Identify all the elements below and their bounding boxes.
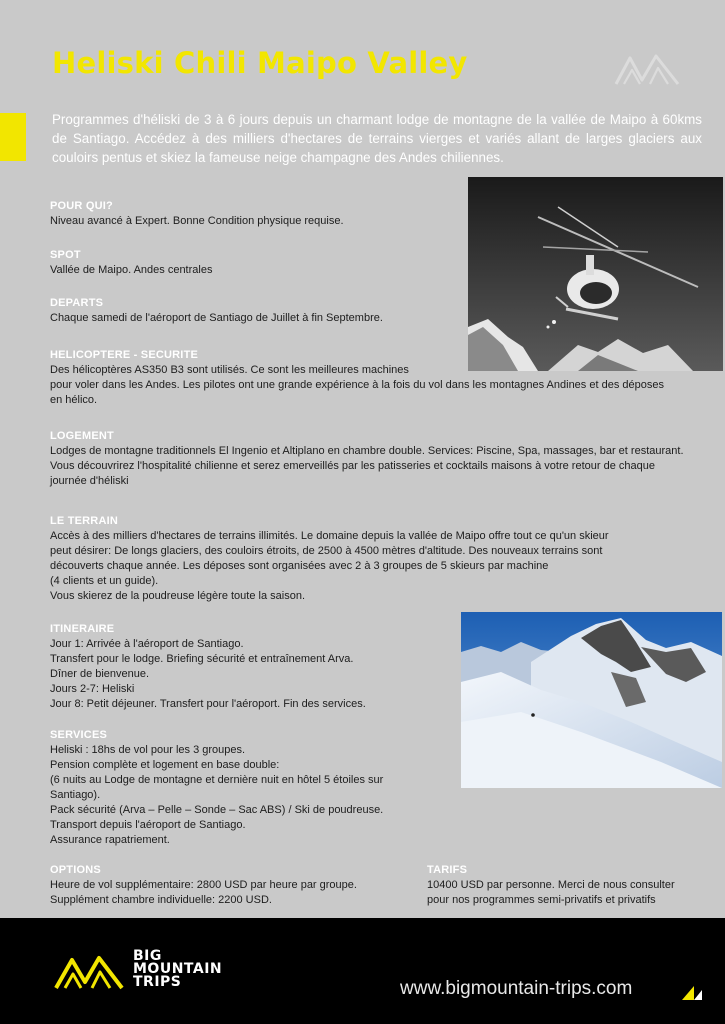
intro-paragraph: Programmes d'héliski de 3 à 6 jours depuis un charmant lodge de montagne de la vallée de Maipo à 60kms de Santiago. Accédez à des milliers d'hectares de terrains vierges et variés allant de larges glaciers aux couloirs pentus et skiez la fameuse neige champagne des Andes chiliennes. [52,112,702,165]
section-title: POUR QUI? [50,200,113,212]
section-services [50,729,450,848]
section-options [50,864,410,908]
section-logement [50,430,715,489]
helicopter-photo [468,177,723,371]
section-body: 10400 USD par personne. Merci de nous consulter pour nos programmes semi-privatifs et privatifs [427,879,675,906]
section-title: HELICOPTERE - SECURITE [50,349,199,361]
yellow-accent-tab [0,113,26,161]
section-pour-qui [50,200,344,229]
section-helicoptere [50,349,710,408]
brand-line: BIG [133,948,162,964]
section-title: TARIFS [427,864,468,876]
section-title: DEPARTS [50,297,104,309]
section-body: Niveau avancé à Expert. Bonne Condition physique requise. [50,215,344,227]
section-departs [50,297,383,326]
section-tarifs [427,864,717,908]
section-title: SPOT [50,249,81,261]
section-body: Des hélicoptères AS350 B3 sont utilisés. Ce sont les meilleures machines pour voler dans les Andes. Les pilotes ont une grande expérience à la fois du vol dans les montagnes Andines et des déposes en hélico. [50,364,664,406]
page-title: Heliski Chili Maipo Valley [52,46,468,80]
section-spot [50,249,212,278]
section-title: ITINERAIRE [50,623,115,635]
section-body: Heliski : 18hs de vol pour les 3 groupes. Pension complète et logement en base double: (6 nuits au Lodge de montagne et dernière nuit en hôtel 5 étoiles sur Santiago). Pack sécurité (Arva – Pelle – Sonde – Sac ABS) / Ski de poudreuse. Transport depuis l'aéroport de Santiago. Assurance rapatriement. [50,744,384,846]
section-body: Heure de vol supplémentaire: 2800 USD par heure par groupe. Supplément chambre individuelle: 2200 USD. [50,879,357,906]
section-body: Accès à des milliers d'hectares de terrains illimités. Le domaine depuis la vallée de Maipo offre tout ce qu'un skieur peut désirer: De longs glaciers, des couloirs étroits, de 2500 à 4500 mètres d'altitude. Des nouveaux terrains sont découverts chaque année. Les déposes sont organisées avec 2 à 3 groupes de 5 skieurs par machine (4 clients et un guide). Vous skierez de la poudreuse légère toute la saison. [50,530,609,602]
brand-line: TRIPS [133,974,182,990]
section-body: Chaque samedi de l'aéroport de Santiago de Juillet à fin Septembre. [50,312,383,324]
section-body: Lodges de montagne traditionnels El Ingenio et Altiplano en chambre double. Services: Piscine, Spa, massages, bar et restaurant. Vous découvrirez l'hospitalité chilienne et serez emerveillés par les patisseries et cocktails maisons à votre retour de chaque journée d'héliski [50,445,684,487]
section-title: LE TERRAIN [50,515,118,527]
brand-logo-icon [52,952,126,992]
brand-wordmark [133,950,222,989]
website-link[interactable]: www.bigmountain-trips.com [400,978,633,999]
section-terrain [50,515,690,604]
section-body: Vallée de Maipo. Andes centrales [50,264,213,276]
section-body: Jour 1: Arrivée à l'aéroport de Santiago. Transfert pour le lodge. Briefing sécurité et entraînement Arva. Dîner de bienvenue. Jours 2-7: Heliski Jour 8: Petit déjeuner. Transfert pour l'aéroport. Fin des services. [50,638,366,710]
section-title: SERVICES [50,729,108,741]
mountain-logo-icon [612,50,684,88]
section-title: OPTIONS [50,864,101,876]
section-title: LOGEMENT [50,430,114,442]
brand-line: MOUNTAIN [133,961,223,977]
section-itineraire [50,623,450,712]
mountain-snow-photo [461,612,722,788]
triangle-corner-icon [680,982,704,1002]
